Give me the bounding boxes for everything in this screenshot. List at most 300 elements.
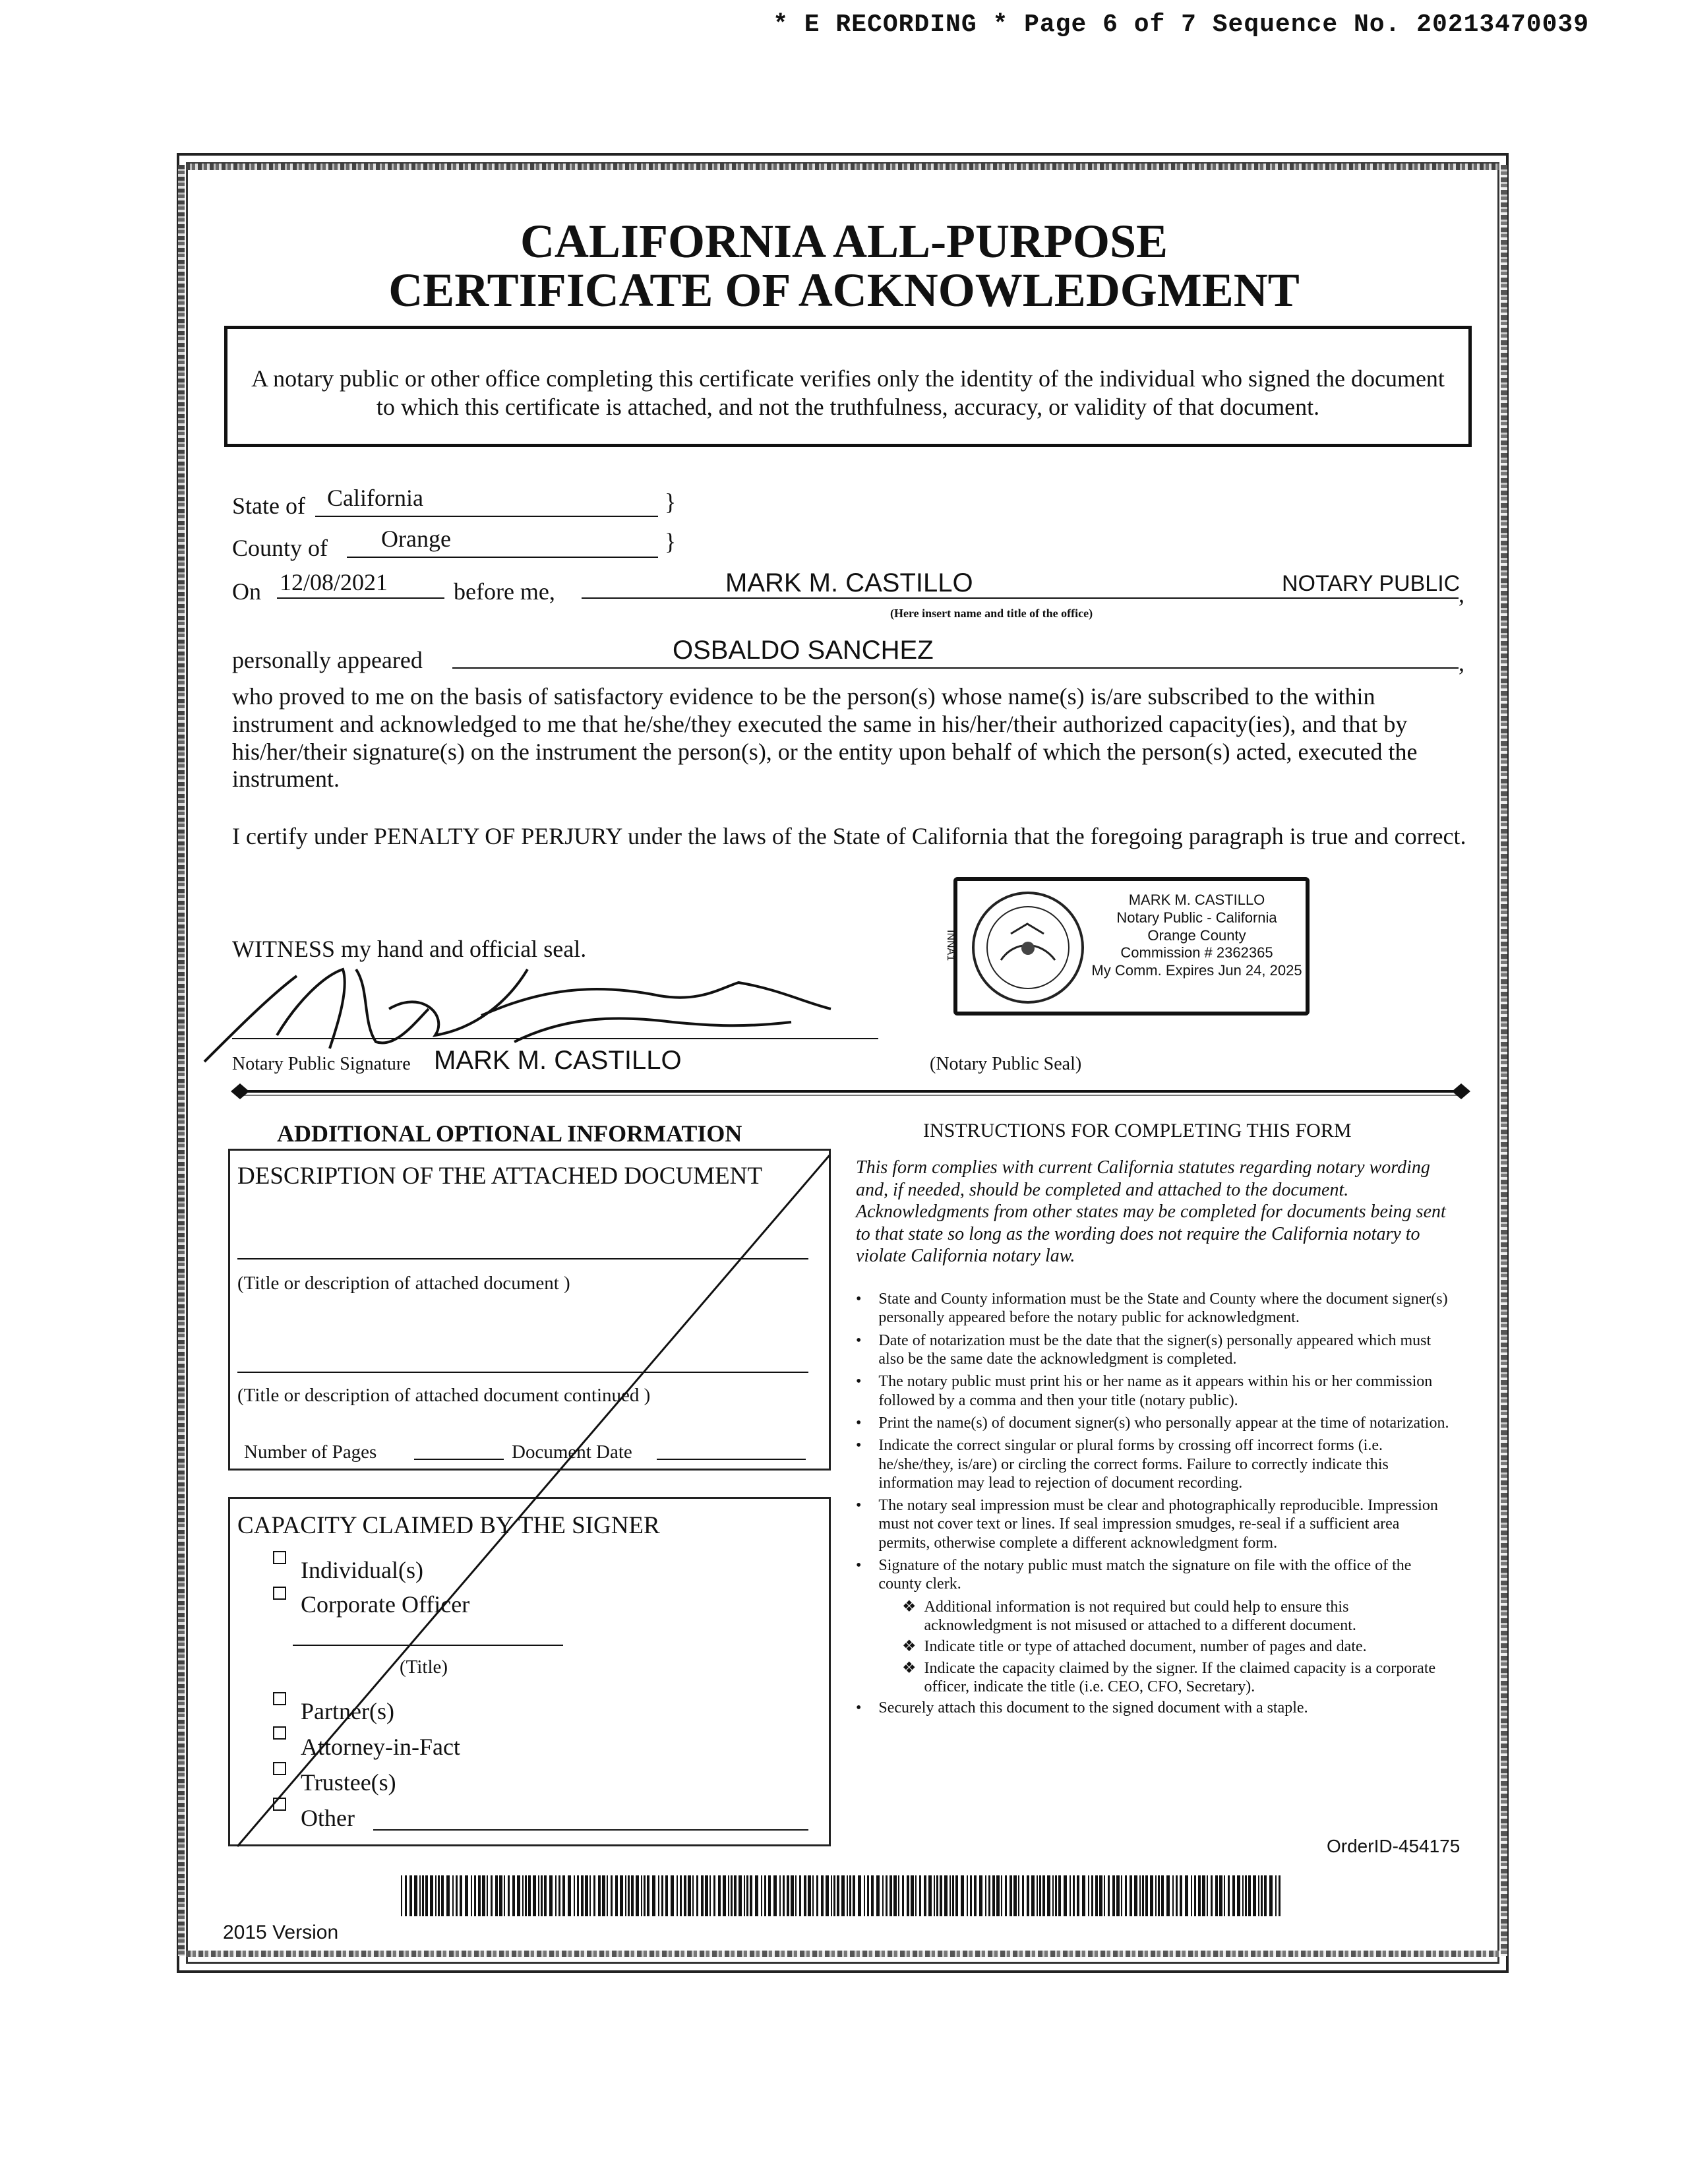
barcode-bar [1275, 1875, 1277, 1916]
barcode-bar [593, 1875, 595, 1916]
list-item [856, 1699, 1452, 1717]
seal-notary-name: MARK M. CASTILLO [1128, 892, 1265, 908]
barcode-bar [734, 1875, 737, 1916]
barcode-bar [713, 1875, 715, 1916]
barcode-bar [1219, 1875, 1222, 1916]
barcode-bar [441, 1875, 444, 1916]
list-item [902, 1637, 1452, 1656]
barcode-bar [967, 1875, 968, 1916]
barcode-bar [508, 1875, 510, 1916]
barcode-bar [944, 1875, 948, 1916]
barcode-bar [504, 1875, 505, 1916]
barcode-bar [677, 1875, 678, 1916]
barcode-bar [528, 1875, 531, 1916]
signature-label: Notary Public Signature [232, 1054, 411, 1074]
barcode-bar [671, 1875, 674, 1916]
barcode-bar [773, 1875, 777, 1916]
barcode-bar [615, 1875, 618, 1916]
barcode-bar [795, 1875, 797, 1916]
barcode-bar [405, 1875, 407, 1916]
barcode-bar [425, 1875, 428, 1916]
barcode-bar [988, 1875, 990, 1916]
barcode-bar [541, 1875, 543, 1916]
barcode-bar [1005, 1875, 1007, 1916]
barcode-bar [1237, 1875, 1240, 1916]
list-item [856, 1556, 1452, 1594]
barcode-bar [979, 1875, 982, 1916]
barcode-bar [919, 1875, 921, 1916]
signer-comma: , [1459, 650, 1464, 676]
list-item [856, 1496, 1452, 1552]
barcode-bar [419, 1875, 421, 1916]
barcode-bar [684, 1875, 686, 1916]
barcode-bar [1224, 1875, 1225, 1916]
partner-label: Partner(s) [301, 1698, 394, 1724]
barcode-bar [1279, 1875, 1281, 1916]
barcode-bar [1228, 1875, 1230, 1916]
barcode-bar [465, 1875, 468, 1916]
barcode-bar [1261, 1875, 1263, 1916]
state-label: State of [232, 493, 305, 519]
bullet-icon: • [856, 1557, 862, 1575]
barcode-bar [1077, 1875, 1079, 1916]
list-item [902, 1598, 1452, 1635]
barcode-bar [471, 1875, 472, 1916]
barcode-bar [847, 1875, 848, 1916]
barcode-bar [602, 1875, 605, 1916]
notice-text: A notary public or other office completing this certificate verifies only the identity of the individual who signed the document to which this certificate is attached, and not the truthfulness, accuracy, or validity of that document. [251, 365, 1445, 421]
instruction-text: State and County information must be the State and County where the document signer(s) personally appeared before the notary public for acknowledgment. [878, 1290, 1448, 1327]
doc-title-hint-1: (Title or description of attached document ) [237, 1273, 570, 1294]
barcode-bar [1207, 1875, 1208, 1916]
attorney-label: Attorney-in-Fact [301, 1734, 460, 1760]
barcode-bar [1134, 1875, 1137, 1916]
barcode-bar [1095, 1875, 1098, 1916]
diamond-bullet-icon: ❖ [902, 1659, 917, 1677]
barcode-bar [641, 1875, 642, 1916]
barcode-bar [1176, 1875, 1178, 1916]
signature-printed-name: MARK M. CASTILLO [434, 1046, 682, 1075]
doc-date-label: Document Date [512, 1441, 632, 1463]
barcode-bar [1047, 1875, 1050, 1916]
barcode-bar [882, 1875, 884, 1916]
barcode-bar [401, 1875, 402, 1916]
barcode-bar [1194, 1875, 1196, 1916]
barcode-bar [799, 1875, 801, 1916]
barcode-bar [744, 1875, 745, 1916]
barcode-bar [731, 1875, 733, 1916]
barcode-bar [1018, 1875, 1019, 1916]
barcode-bar [474, 1875, 476, 1916]
barcode-bar [952, 1875, 954, 1916]
barcode-bar [902, 1875, 904, 1916]
barcode-bar [889, 1875, 892, 1916]
barcode-bar [864, 1875, 865, 1916]
section-divider [231, 1081, 1470, 1101]
diamond-bullet-icon: ❖ [902, 1598, 917, 1616]
barcode-bar [804, 1875, 806, 1916]
barcode-bar [1055, 1875, 1057, 1916]
instruction-text: Indicate title or type of attached document, number of pages and date. [924, 1638, 1367, 1656]
barcode-bar [585, 1875, 588, 1916]
frame-border-top [186, 164, 1499, 170]
seal-line-2: Notary Public - California [1116, 909, 1277, 926]
county-line [347, 557, 658, 558]
barcode-bar [985, 1875, 986, 1916]
seal-side-text: INNA1 [945, 930, 956, 961]
seal-text [1088, 892, 1306, 980]
barcode-bar [1145, 1875, 1148, 1916]
barcode-bar [631, 1875, 634, 1916]
list-item [856, 1372, 1452, 1410]
barcode-bar [1013, 1875, 1017, 1916]
barcode-bar [598, 1875, 601, 1916]
list-item [902, 1659, 1452, 1697]
state-value[interactable]: California [327, 485, 423, 511]
barcode-bar [482, 1875, 485, 1916]
version-label: 2015 Version [223, 1922, 339, 1943]
barcode-bar [858, 1875, 861, 1916]
bullet-icon: • [856, 1331, 862, 1349]
barcode-bar [816, 1875, 818, 1916]
bullet-icon: • [856, 1699, 862, 1717]
barcode-bar [940, 1875, 942, 1916]
barcode-bar [577, 1875, 579, 1916]
barcode-bar [808, 1875, 811, 1916]
name-title-hint: (Here insert name and title of the office) [890, 607, 1093, 620]
barcode-bar [1180, 1875, 1182, 1916]
bullet-icon: • [856, 1290, 862, 1308]
barcode-bar [934, 1875, 935, 1916]
other-label: Other [301, 1805, 355, 1831]
void-strike-line [224, 1147, 837, 1853]
barcode-bar [876, 1875, 880, 1916]
barcode-bar [1258, 1875, 1259, 1916]
barcode-bar [705, 1875, 708, 1916]
barcode-bar [533, 1875, 536, 1916]
barcode-bar [1125, 1875, 1127, 1916]
instruction-text: The notary seal impression must be clear and photographically reproducible. Impression must not cover text or lines. If seal impression smudges, re-seal if a sufficient area permits, otherwise complete a different acknowledgment form. [878, 1497, 1438, 1552]
witness-text: WITNESS my hand and official seal. [232, 936, 587, 962]
barcode-bar [1112, 1875, 1115, 1916]
barcode-bar [1191, 1875, 1192, 1916]
signature-line [232, 1038, 878, 1039]
barcode-bar [723, 1875, 726, 1916]
barcode-bar [1264, 1875, 1267, 1916]
barcode-bar [1104, 1875, 1105, 1916]
barcode-bar [1108, 1875, 1110, 1916]
barcode-bar [750, 1875, 752, 1916]
barcode-bar [746, 1875, 748, 1916]
barcode-bar [1202, 1875, 1205, 1916]
bullet-icon: • [856, 1437, 862, 1455]
barcode-bar [718, 1875, 721, 1916]
instruction-text: Signature of the notary public must match the signature on file with the office of the county clerk. [878, 1557, 1412, 1593]
form-title-line-1: CALIFORNIA ALL-PURPOSE [520, 215, 1168, 268]
barcode-bar [658, 1875, 659, 1916]
barcode-bar [1242, 1875, 1244, 1916]
county-brace: } [665, 528, 677, 555]
officer-title-hint: (Title) [400, 1656, 448, 1678]
barcode-bar [738, 1875, 742, 1916]
list-item [856, 1414, 1452, 1432]
barcode-bar [1088, 1875, 1089, 1916]
seal-line-3: Orange County [1147, 926, 1246, 944]
barcode-bar [688, 1875, 691, 1916]
barcode-bar [636, 1875, 639, 1916]
barcode-bar [849, 1875, 851, 1916]
barcode-bar [1269, 1875, 1273, 1916]
barcode-bar [517, 1875, 520, 1916]
barcode-bar [915, 1875, 917, 1916]
barcode-bar [1116, 1875, 1120, 1916]
barcode-bar [886, 1875, 888, 1916]
notary-title[interactable]: NOTARY PUBLIC [1282, 571, 1461, 596]
barcode-bar [955, 1875, 958, 1916]
barcode-bar [607, 1875, 608, 1916]
barcode-bar [438, 1875, 440, 1916]
acknowledgment-body: who proved to me on the basis of satisfactory evidence to be the person(s) whose name(s) is/are subscribed to the within instrument and acknowledged to me that he/she/they executed the same in his/her/their authorized capacity(ies), and that by his/her/their signature(s) on the instrument the person(s), or the entity upon behalf of which the person(s) acted, executed the instrument. [232, 683, 1418, 793]
barcode-bar [867, 1875, 869, 1916]
barcode-bar [1211, 1875, 1213, 1916]
instructions-intro: This form complies with current California statutes regarding notary wording and, if needed, should be completed and attached to the document. Acknowledgments from other states may be completed for documents being sent to that state so long as the wording does not require the California notary to violate California notary law. [856, 1157, 1446, 1267]
barcode-bar [692, 1875, 694, 1916]
barcode-bar [549, 1875, 553, 1916]
barcode-bar [558, 1875, 560, 1916]
barcode-bar [1042, 1875, 1045, 1916]
barcode-bar [430, 1875, 433, 1916]
barcode-bar [783, 1875, 785, 1916]
list-item [856, 1290, 1452, 1327]
capacity-heading: CAPACITY CLAIMED BY THE SIGNER [237, 1512, 660, 1539]
barcode-bar [1001, 1875, 1002, 1916]
barcode-bar [728, 1875, 729, 1916]
barcode-bar [787, 1875, 789, 1916]
seal-label: (Notary Public Seal) [930, 1054, 1082, 1074]
barcode-bar [924, 1875, 926, 1916]
barcode-bar [525, 1875, 527, 1916]
diamond-bullet-icon: ❖ [902, 1638, 917, 1656]
barcode-bar [1130, 1875, 1132, 1916]
barcode-bar [568, 1875, 571, 1916]
before-me-label: before me, [454, 578, 555, 605]
pages-label: Number of Pages [244, 1441, 377, 1463]
barcode-bar [491, 1875, 493, 1916]
barcode-bar [512, 1875, 515, 1916]
corporate-officer-label: Corporate Officer [301, 1591, 470, 1618]
seal-line-5: My Comm. Expires Jun 24, 2025 [1091, 962, 1302, 979]
barcode-bar [1172, 1875, 1174, 1916]
on-label: On [232, 578, 261, 605]
individual-label: Individual(s) [301, 1557, 423, 1583]
instruction-text: Additional information is not required but could help to ensure this acknowledgment is not misused or attached to a different document. [924, 1598, 1356, 1634]
barcode-bar [628, 1875, 630, 1916]
barcode-bar [936, 1875, 938, 1916]
barcode-bar [928, 1875, 932, 1916]
barcode-bar [1158, 1875, 1160, 1916]
barcode-bar [1121, 1875, 1122, 1916]
barcode-bar [761, 1875, 762, 1916]
barcode-bar [893, 1875, 897, 1916]
optional-heading: ADDITIONAL OPTIONAL INFORMATION [277, 1120, 742, 1147]
barcode-bar [661, 1875, 663, 1916]
seal-line-4: Commission # 2362365 [1120, 944, 1273, 961]
notary-line [582, 597, 1459, 599]
form-title-line-2: CERTIFICATE OF ACKNOWLEDGMENT [388, 264, 1300, 317]
barcode-bar [456, 1875, 458, 1916]
notary-name[interactable]: MARK M. CASTILLO [725, 568, 973, 597]
barcode-bar [833, 1875, 835, 1916]
barcode-bar [446, 1875, 450, 1916]
order-id: OrderID-454175 [1327, 1836, 1461, 1856]
barcode-bar [611, 1875, 613, 1916]
list-item [856, 1331, 1452, 1369]
barcode-bar [422, 1875, 424, 1916]
list-item [856, 1436, 1452, 1492]
barcode-bar [992, 1875, 995, 1916]
barcode-bar [562, 1875, 565, 1916]
barcode-bar [696, 1875, 698, 1916]
state-brace: } [665, 489, 677, 515]
barcode-bar [544, 1875, 547, 1916]
county-value[interactable]: Orange [381, 526, 451, 552]
barcode-bar [538, 1875, 539, 1916]
barcode-bar [1091, 1875, 1093, 1916]
barcode-bar [1198, 1875, 1201, 1916]
barcode-bar [1022, 1875, 1024, 1916]
barcode-bar [522, 1875, 524, 1916]
barcode-bar [1232, 1875, 1235, 1916]
barcode-bar [853, 1875, 855, 1916]
barcode-bar [589, 1875, 591, 1916]
barcode-bar [680, 1875, 682, 1916]
notary-comma: , [1459, 581, 1464, 607]
barcode-bar [1031, 1875, 1035, 1916]
appeared-label: personally appeared [232, 647, 423, 673]
barcode-bar [652, 1875, 655, 1916]
date-line [277, 597, 444, 599]
barcode-bar [644, 1875, 646, 1916]
instruction-text: Securely attach this document to the signed document with a staple. [878, 1699, 1308, 1717]
barcode-bar [1073, 1875, 1075, 1916]
barcode-bar [1039, 1875, 1041, 1916]
barcode-bar [871, 1875, 874, 1916]
barcode-bar [841, 1875, 845, 1916]
state-seal-icon [972, 892, 1084, 1004]
doc-title-hint-2: (Title or description of attached document continued ) [237, 1385, 651, 1406]
instruction-text: The notary public must print his or her name as it appears within his or her commission followed by a comma and then your title (notary public). [878, 1373, 1433, 1409]
barcode-bar [996, 1875, 1000, 1916]
barcode-bar [961, 1875, 964, 1916]
barcode-bar [1099, 1875, 1102, 1916]
barcode-bar [907, 1875, 909, 1916]
frame-border-left [178, 165, 185, 1956]
barcode-bar [625, 1875, 626, 1916]
instruction-text: Date of notarization must be the date that the signer(s) personally appeared which must also be the same date the acknowledgment is completed. [878, 1331, 1432, 1368]
description-heading: DESCRIPTION OF THE ATTACHED DOCUMENT [237, 1163, 762, 1190]
barcode-bar [1215, 1875, 1218, 1916]
barcode-bar [779, 1875, 781, 1916]
instruction-text: Print the name(s) of document signer(s) who personally appear at the time of notarization. [878, 1414, 1449, 1432]
barcode-bar [460, 1875, 462, 1916]
trustee-label: Trustee(s) [301, 1769, 396, 1796]
barcode-bar [1142, 1875, 1144, 1916]
county-label: County of [232, 535, 328, 561]
barcode-bar [1155, 1875, 1157, 1916]
date-value[interactable]: 12/08/2021 [280, 569, 388, 595]
barcode-bar [409, 1875, 412, 1916]
barcode-bar [1058, 1875, 1061, 1916]
barcode-bar [435, 1875, 437, 1916]
barcode-bar [950, 1875, 951, 1916]
barcode-bar [414, 1875, 417, 1916]
barcode-bar [821, 1875, 824, 1916]
barcode-bar [1064, 1875, 1067, 1916]
barcode-bar [499, 1875, 502, 1916]
recording-header: * E RECORDING * Page 6 of 7 Sequence No. 20213470039 [773, 11, 1589, 39]
perjury-statement: I certify under PENALTY OF PERJURY under the laws of the State of California that the foregoing paragraph is true and correct. [232, 823, 1466, 849]
barcode-bar [1052, 1875, 1054, 1916]
barcode-bar [647, 1875, 649, 1916]
instruction-text: Indicate the capacity claimed by the signer. If the claimed capacity is a corporate officer, indicate the title (i.e. CEO, CFO, Secretary). [924, 1659, 1436, 1695]
barcode-bar [1150, 1875, 1153, 1916]
signer-line [452, 667, 1459, 669]
barcode-bar [581, 1875, 584, 1916]
barcode-bar [1248, 1875, 1251, 1916]
barcode-bar [1070, 1875, 1071, 1916]
barcode-bar [831, 1875, 832, 1916]
barcode-bar [574, 1875, 575, 1916]
signer-name[interactable]: OSBALDO SANCHEZ [673, 636, 934, 665]
frame-border-right [1501, 165, 1507, 1956]
bullet-icon: • [856, 1414, 862, 1432]
bullet-icon: • [856, 1373, 862, 1391]
barcode-bar [665, 1875, 668, 1916]
barcode-bar [812, 1875, 814, 1916]
barcode-bar [837, 1875, 839, 1916]
notice-box [224, 326, 1472, 447]
barcode-bar [555, 1875, 557, 1916]
barcode-bar [755, 1875, 758, 1916]
barcode-bar [620, 1875, 623, 1916]
barcode-bar [1245, 1875, 1247, 1916]
barcode-bar [1082, 1875, 1085, 1916]
barcode-bar [764, 1875, 766, 1916]
instructions-list [856, 1290, 1452, 1722]
barcode-bar [791, 1875, 794, 1916]
barcode-bar [1037, 1875, 1038, 1916]
barcode-bar [1139, 1875, 1141, 1916]
barcode-bar [1253, 1875, 1256, 1916]
barcode-bar [452, 1875, 454, 1916]
frame-border-bottom [186, 1951, 1499, 1957]
barcode-bar [1161, 1875, 1164, 1916]
barcode-bar [478, 1875, 481, 1916]
barcode-bar [970, 1875, 972, 1916]
barcode-bar [1166, 1875, 1170, 1916]
instruction-text: Indicate the correct singular or plural forms by crossing off incorrect forms (i.e. he/she/they, is/are) or circling the correct forms. Failure to correctly indicate this information may lead to rejection of document recording. [878, 1437, 1389, 1492]
barcode-icon [401, 1875, 1284, 1916]
barcode-bar [701, 1875, 704, 1916]
state-line [315, 516, 658, 517]
barcode-bar [768, 1875, 771, 1916]
barcode-bar [709, 1875, 711, 1916]
barcode-bar [1010, 1875, 1012, 1916]
barcode-bar [487, 1875, 488, 1916]
barcode-bar [826, 1875, 829, 1916]
barcode-bar [495, 1875, 498, 1916]
barcode-bar [911, 1875, 914, 1916]
